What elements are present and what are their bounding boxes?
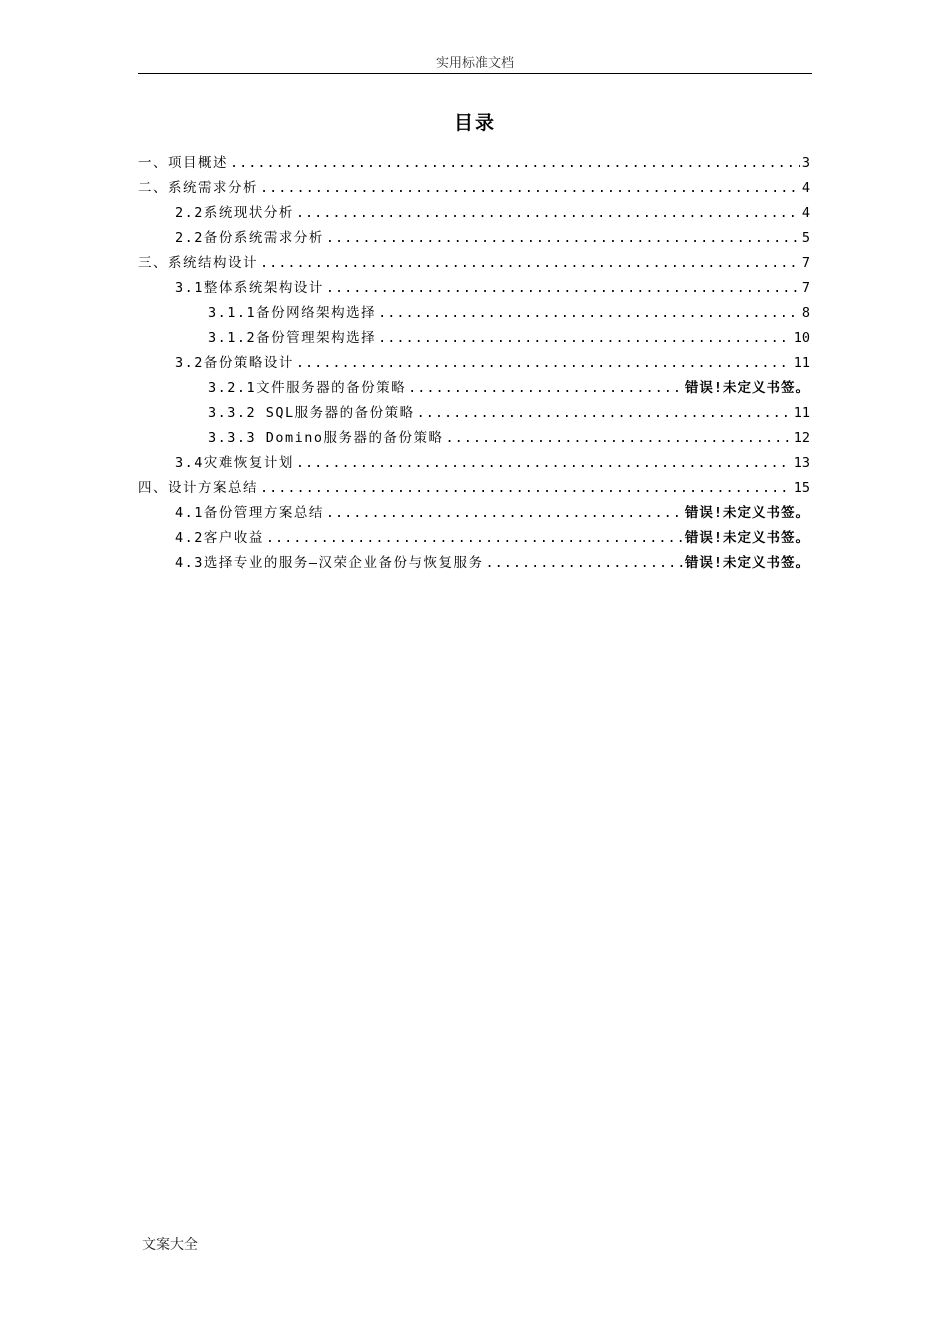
toc-leader-dots [266, 530, 683, 546]
toc-entry[interactable] [138, 226, 810, 251]
page-title: 目录 [453, 112, 496, 134]
toc-entry-page: 13 [793, 455, 810, 471]
toc-entry-text: 4.1备份管理方案总结 [175, 505, 324, 521]
toc-entry[interactable] [138, 326, 810, 351]
toc-entry[interactable] [138, 176, 810, 201]
toc-entry-text: 2.2备份系统需求分析 [175, 230, 324, 246]
toc-leader-dots [408, 380, 683, 396]
toc-entry[interactable] [138, 501, 810, 526]
toc-entry-text: 2.2系统现状分析 [175, 205, 294, 221]
toc-entry-page: 5 [801, 230, 810, 246]
toc-entry-text: 3.1.1备份网络架构选择 [208, 305, 377, 321]
toc-entry[interactable] [138, 276, 810, 301]
toc-entry-text: 一、项目概述 [138, 155, 228, 171]
toc-entry-text: 二、系统需求分析 [138, 180, 258, 196]
toc-entry-page: 7 [801, 280, 810, 296]
toc-entry[interactable] [138, 426, 810, 451]
toc-leader-dots [296, 355, 792, 371]
toc-entry-page: 11 [793, 355, 810, 371]
toc-leader-dots [296, 205, 800, 221]
page-footer: 文案大全 [142, 1237, 198, 1253]
toc-entry-page: 4 [801, 205, 810, 221]
toc-entry[interactable] [138, 301, 810, 326]
toc-entry[interactable] [138, 201, 810, 226]
toc-entry-text: 3.1.2备份管理架构选择 [208, 330, 377, 346]
toc-entry[interactable] [138, 151, 810, 176]
toc-leader-dots [378, 330, 792, 346]
toc-entry-text: 3.1整体系统架构设计 [175, 280, 324, 296]
toc-entry-page: 7 [801, 255, 810, 271]
toc-entry-text: 3.2备份策略设计 [175, 355, 294, 371]
toc-entry-text: 三、系统结构设计 [138, 255, 258, 271]
toc-leader-dots [230, 155, 800, 171]
toc-leader-dots [326, 230, 800, 246]
toc-entry-text: 3.3.3 Domino服务器的备份策略 [208, 430, 444, 446]
toc-entry[interactable] [138, 251, 810, 276]
toc-entry[interactable] [138, 526, 810, 551]
toc-entry-error: 错误!未定义书签。 [684, 555, 810, 571]
toc-leader-dots [446, 430, 792, 446]
toc-leader-dots [260, 180, 800, 196]
toc-entry[interactable] [138, 376, 810, 401]
toc-leader-dots [378, 305, 800, 321]
toc-entry[interactable] [138, 351, 810, 376]
toc-leader-dots [296, 455, 792, 471]
toc-leader-dots [417, 405, 792, 421]
toc-leader-dots [326, 280, 800, 296]
toc-entry-page: 15 [793, 480, 810, 496]
toc-leader-dots [486, 555, 683, 571]
toc-entry-text: 四、设计方案总结 [138, 480, 258, 496]
toc-entry-text: 3.3.2 SQL服务器的备份策略 [208, 405, 415, 421]
toc-entry-text: 4.3选择专业的服务—汉荣企业备份与恢复服务 [175, 555, 484, 571]
page-header: 实用标准文档 [138, 55, 812, 74]
toc-leader-dots [326, 505, 683, 521]
toc-entry[interactable] [138, 401, 810, 426]
toc-entry[interactable] [138, 476, 810, 501]
toc-entry-page: 12 [793, 430, 810, 446]
toc-leader-dots [260, 480, 792, 496]
toc-entry[interactable] [138, 451, 810, 476]
toc-entry-error: 错误!未定义书签。 [684, 380, 810, 396]
toc-entry-page: 3 [801, 155, 810, 171]
toc-entry-error: 错误!未定义书签。 [684, 530, 810, 546]
toc-entry-text: 3.2.1文件服务器的备份策略 [208, 380, 407, 396]
toc-entry-text: 4.2客户收益 [175, 530, 264, 546]
toc-entry-page: 10 [793, 330, 810, 346]
toc-entry-page: 8 [801, 305, 810, 321]
toc-entry-page: 4 [801, 180, 810, 196]
toc-entry-text: 3.4灾难恢复计划 [175, 455, 294, 471]
toc-entry-error: 错误!未定义书签。 [684, 505, 810, 521]
table-of-contents [138, 151, 810, 576]
toc-leader-dots [260, 255, 800, 271]
toc-entry[interactable] [138, 551, 810, 576]
toc-entry-page: 11 [793, 405, 810, 421]
